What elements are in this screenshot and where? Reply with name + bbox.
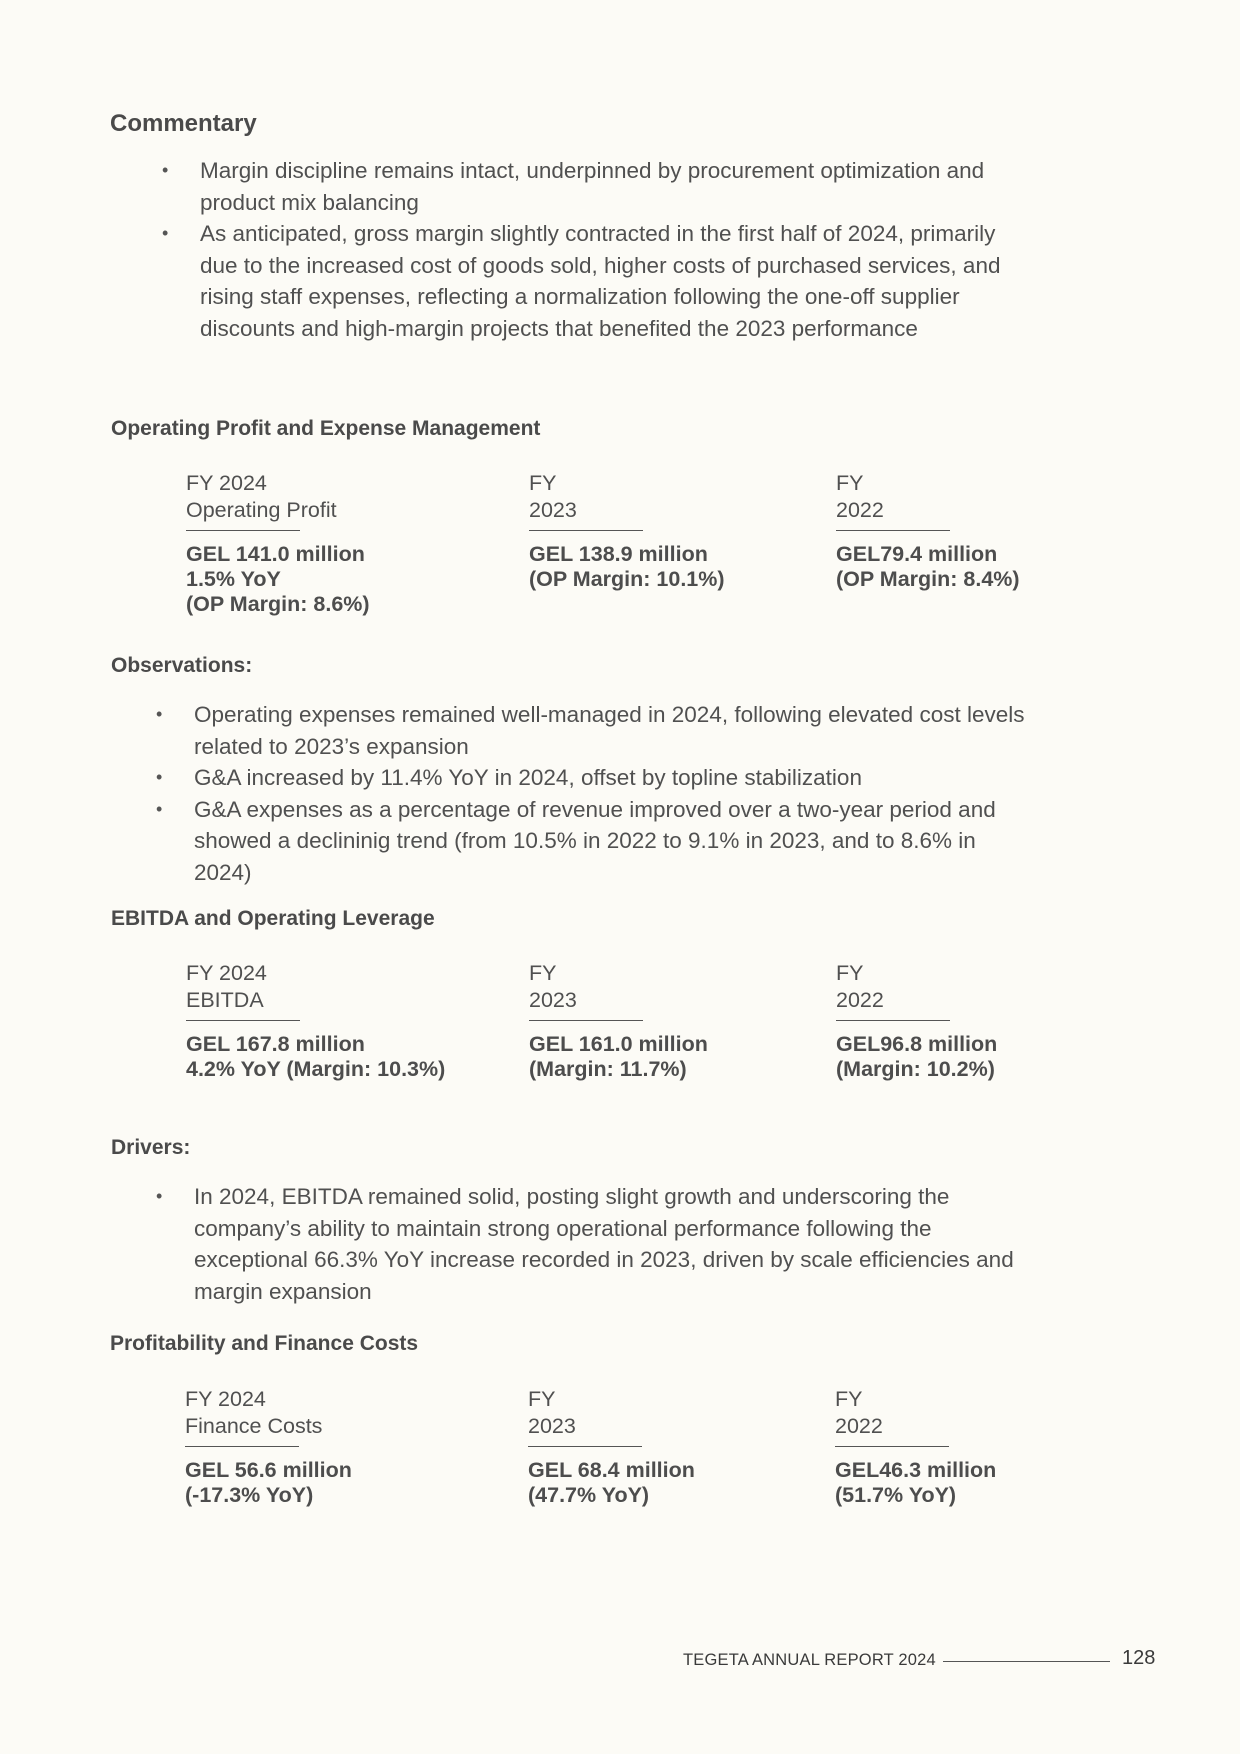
list-item (194, 1181, 1154, 1307)
metric-label: FY (529, 961, 557, 985)
text-line: • In 2024, EBITDA remained solid, posting slight growth and underscoring the (194, 1184, 950, 1209)
metric-divider (528, 1446, 642, 1447)
page-number: 128 (1122, 1647, 1156, 1669)
metric-label: FY 2024 (186, 471, 267, 495)
text-line: showed a declininig trend (from 10.5% in 2022 to 9.1% in 2023, and to 8.6% in (194, 828, 976, 853)
metric-divider (529, 1020, 643, 1021)
metric-label: EBITDA (186, 988, 264, 1012)
text-line: • Operating expenses remained well-managed in 2024, following elevated cost levels (194, 702, 1025, 727)
list-item (200, 218, 1150, 344)
metric-value: GEL 56.6 million (185, 1458, 352, 1482)
metric-label: FY (528, 1387, 556, 1411)
metric-value: GEL 167.8 million (186, 1032, 365, 1056)
section-title-operating-profit: Operating Profit and Expense Management (111, 417, 541, 440)
metric-label: FY (835, 1387, 863, 1411)
section-title-ebitda: EBITDA and Operating Leverage (111, 907, 435, 930)
metric-label: 2022 (836, 498, 884, 522)
metric-value: GEL96.8 million (836, 1032, 998, 1056)
metric-fy2024-ebitda (186, 960, 445, 1082)
metric-fy2023-finance-costs (528, 1386, 695, 1508)
metric-label: 2023 (528, 1414, 576, 1438)
metric-value: (Margin: 10.2%) (836, 1057, 995, 1081)
metric-label: 2022 (835, 1414, 883, 1438)
metric-value: GEL46.3 million (835, 1458, 997, 1482)
metric-value: (47.7% YoY) (528, 1483, 650, 1507)
section-title-finance-costs: Profitability and Finance Costs (110, 1332, 419, 1355)
metric-fy2022-finance-costs (835, 1386, 996, 1508)
text-line: product mix balancing (200, 189, 419, 215)
section-title-observations: Observations: (111, 654, 253, 677)
metric-value: 4.2% YoY (Margin: 10.3%) (186, 1057, 446, 1081)
metric-fy2024-finance-costs (185, 1386, 352, 1508)
text-line: discounts and high-margin projects that benefited the 2023 performance (200, 315, 918, 341)
text-line: due to the increased cost of goods sold, higher costs of purchased services, and (200, 252, 1001, 278)
metric-value: GEL79.4 million (836, 542, 998, 566)
text-line: exceptional 66.3% YoY increase recorded in 2023, driven by scale efficiencies and (194, 1247, 1014, 1272)
metric-fy2024-operating-profit (186, 470, 370, 617)
metric-value: GEL 138.9 million (529, 542, 708, 566)
metric-value: (OP Margin: 10.1%) (529, 567, 725, 591)
metric-fy2023-operating-profit (529, 470, 725, 592)
text-line: margin expansion (194, 1278, 372, 1304)
metric-label: Finance Costs (185, 1414, 323, 1438)
metric-divider (529, 530, 643, 531)
drivers-list (194, 1181, 1154, 1307)
metric-value: (OP Margin: 8.4%) (836, 567, 1020, 591)
metric-value: (Margin: 11.7%) (529, 1057, 687, 1081)
text-line: • As anticipated, gross margin slightly contracted in the first half of 2024, primarily (200, 221, 996, 246)
metric-value: GEL 161.0 million (529, 1032, 708, 1056)
metric-fy2022-operating-profit (836, 470, 1020, 592)
list-item (194, 699, 1154, 762)
metric-value: 1.5% YoY (186, 567, 281, 591)
metric-value: (51.7% YoY) (835, 1483, 957, 1507)
text-line: • G&A expenses as a percentage of revenue improved over a two-year period and (194, 796, 996, 822)
metric-value: GEL 68.4 million (528, 1458, 695, 1482)
observations-list (194, 699, 1154, 888)
text-line: • G&A increased by 11.4% YoY in 2024, offset by topline stabilization (194, 765, 862, 790)
text-line: related to 2023’s expansion (194, 733, 469, 759)
metric-label: 2023 (529, 498, 577, 522)
section-title-drivers: Drivers: (111, 1136, 191, 1159)
metric-value: (OP Margin: 8.6%) (186, 592, 370, 616)
list-item (200, 155, 1150, 218)
metric-label: FY (529, 471, 557, 495)
metric-label: FY 2024 (185, 1387, 266, 1411)
metric-label: 2022 (836, 988, 884, 1012)
metric-label: FY 2024 (186, 961, 267, 985)
metric-value: GEL 141.0 million (186, 542, 365, 566)
metric-divider (836, 1020, 950, 1021)
text-line: company’s ability to maintain strong operational performance following the (194, 1215, 932, 1241)
metric-label: 2023 (529, 988, 577, 1012)
section-title-commentary: Commentary (110, 110, 257, 137)
footer-divider (943, 1661, 1110, 1662)
text-line: rising staff expenses, reflecting a normalization following the one-off supplier (200, 284, 960, 309)
commentary-list (200, 155, 1150, 344)
footer-report-title: TEGETA ANNUAL REPORT 2024 (683, 1651, 936, 1669)
metric-label: Operating Profit (186, 498, 337, 522)
list-item (194, 794, 1154, 889)
metric-fy2023-ebitda (529, 960, 708, 1082)
list-item (194, 762, 1154, 794)
text-line: • Margin discipline remains intact, underpinned by procurement optimization and (200, 158, 985, 183)
metric-divider (835, 1446, 949, 1447)
metric-divider (186, 530, 300, 531)
metric-divider (836, 530, 950, 531)
metric-divider (185, 1446, 299, 1447)
metric-fy2022-ebitda (836, 960, 997, 1082)
metric-value: (-17.3% YoY) (185, 1483, 314, 1507)
metric-label: FY (836, 961, 864, 985)
metric-label: FY (836, 471, 864, 495)
metric-divider (186, 1020, 300, 1021)
text-line: 2024) (194, 859, 252, 885)
